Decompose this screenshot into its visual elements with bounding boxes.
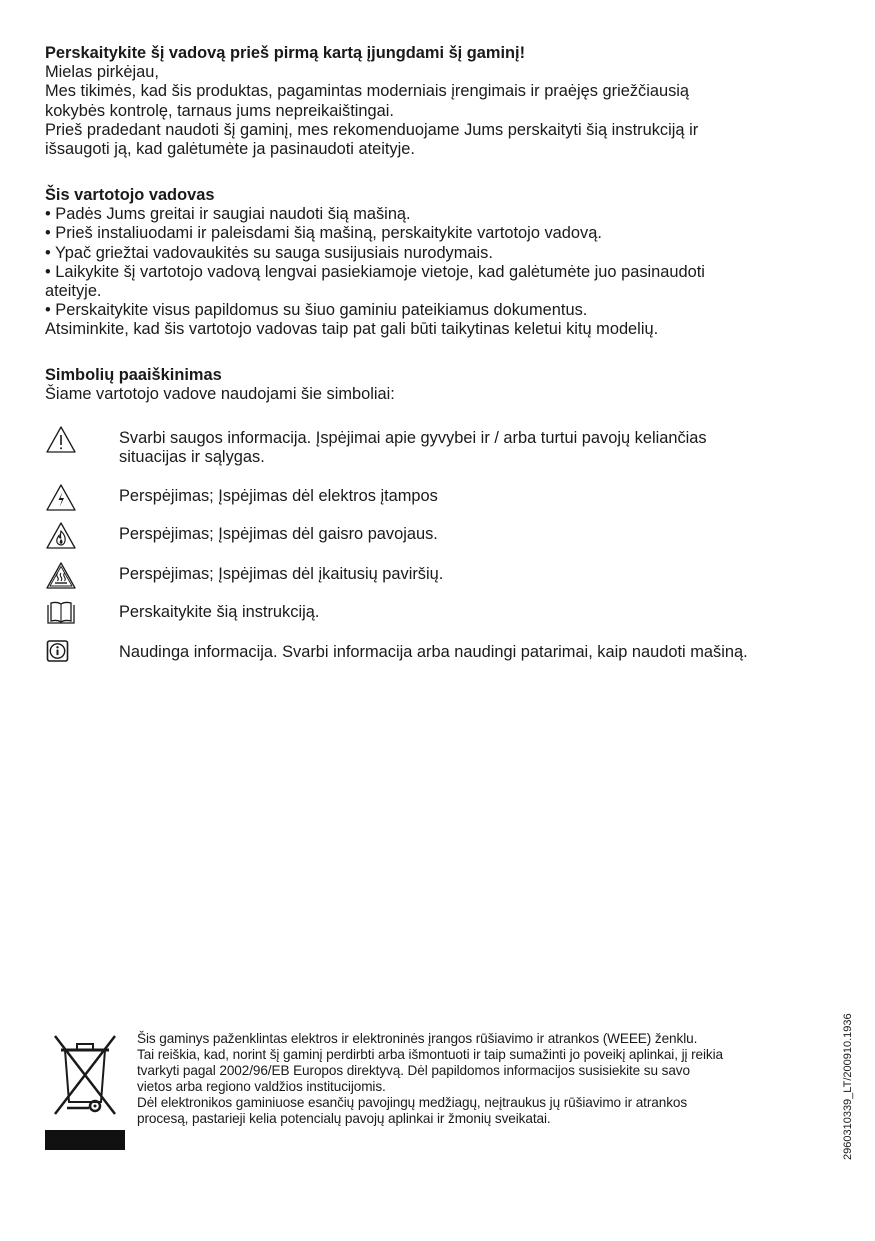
symbol-description: Naudinga informacija. Svarbi informacija arba naudingi patarimai, kaip naudoti mašiną. bbox=[119, 643, 748, 661]
symbol-description: Perspėjimas; Įspėjimas dėl elektros įtampos bbox=[119, 487, 438, 505]
guide-line: Atsiminkite, kad šis vartotojo vadovas taip pat gali būti taikytinas keletui kitų modelių. bbox=[45, 320, 659, 339]
weee-line: tvarkyti pagal 2002/96/EB Europos direktyvą. Dėl papildomos informacijos susisiekite su savo bbox=[137, 1062, 690, 1078]
guide-line: • Prieš instaliuodami ir paleisdami šią mašiną, perskaitykite vartotojo vadovą. bbox=[45, 224, 602, 243]
electric-shock-warning-icon bbox=[45, 483, 77, 513]
crossed-out-bin-icon bbox=[45, 1030, 125, 1152]
symbol-description: Perskaitykite šią instrukciją. bbox=[119, 603, 320, 621]
symbol-description: Perspėjimas; Įspėjimas dėl įkaitusių paviršių. bbox=[119, 565, 444, 583]
intro-line: išsaugoti ją, kad galėtumėte ja pasinaudoti ateityje. bbox=[45, 140, 415, 159]
symbol-description: situacijas ir sąlygas. bbox=[119, 448, 265, 467]
guide-line: • Padės Jums greitai ir saugiai naudoti šią mašiną. bbox=[45, 205, 411, 224]
guide-line: • Ypač griežtai vadovaukitės su sauga susijusiais nurodymais. bbox=[45, 243, 493, 262]
weee-line: Dėl elektronikos gaminiuose esančių pavojingų medžiagų, neįtraukus jų rūšiavimo ir atrankos bbox=[137, 1094, 688, 1110]
weee-notice bbox=[137, 1031, 843, 1126]
intro-line: kokybės kontrolę, tarnaus jums nepreikaištingai. bbox=[45, 101, 394, 120]
symbols-subtitle: Šiame vartotojo vadove naudojami šie simboliai: bbox=[45, 385, 395, 404]
book-icon bbox=[45, 599, 77, 629]
intro-line: Prieš pradedant naudoti šį gaminį, mes rekomenduojame Jums perskaityti šią instrukciją ir bbox=[45, 120, 699, 139]
weee-line: Šis gaminys paženklintas elektros ir elektroninės įrangos rūšiavimo ir atrankos (WEEE) ženklu. bbox=[137, 1031, 698, 1046]
greeting: Mielas pirkėjau, bbox=[45, 63, 159, 82]
symbols-title: Simbolių paaiškinimas bbox=[45, 366, 222, 384]
hot-surface-warning-icon bbox=[45, 561, 77, 591]
symbol-description: Perspėjimas; Įspėjimas dėl gaisro pavojaus. bbox=[119, 525, 438, 543]
weee-line: procesą, pastarieji kelia potencialų pavojų aplinkai ir žmonių sveikatai. bbox=[137, 1110, 551, 1126]
symbol-description: Svarbi saugos informacija. Įspėjimai apie gyvybei ir / arba turtui pavojų keliančias bbox=[119, 429, 707, 447]
intro-title: Perskaitykite šį vadovą prieš pirmą kartą įjungdami šį gaminį! bbox=[45, 44, 526, 62]
document-code: 2960310339_LT/200910.1936 bbox=[842, 1013, 854, 1160]
guide-title: Šis vartotojo vadovas bbox=[45, 186, 215, 204]
intro-line: Mes tikimės, kad šis produktas, pagamintas moderniais įrengimais ir praėjęs griežčiausią bbox=[45, 82, 690, 101]
guide-line: • Perskaitykite visus papildomus su šiuo gaminiu pateikiamus dokumentus. bbox=[45, 301, 588, 320]
warning-triangle-icon bbox=[45, 425, 77, 455]
symbols-section bbox=[45, 366, 835, 404]
weee-line: vietos arba regiono valdžios institucijomis. bbox=[137, 1078, 386, 1094]
fire-warning-icon bbox=[45, 521, 77, 551]
guide-section bbox=[45, 186, 835, 340]
guide-line: ateityje. bbox=[45, 282, 102, 301]
info-icon bbox=[45, 639, 77, 669]
intro-section bbox=[45, 44, 835, 159]
guide-line: • Laikykite šį vartotojo vadovą lengvai pasiekiamoje vietoje, kad galėtumėte juo pasinaudoti bbox=[45, 262, 705, 281]
weee-line: Tai reiškia, kad, norint šį gaminį perdirbti arba išmontuoti ir taip sumažinti jo poveikį aplinkai, jį reikia bbox=[137, 1046, 723, 1062]
